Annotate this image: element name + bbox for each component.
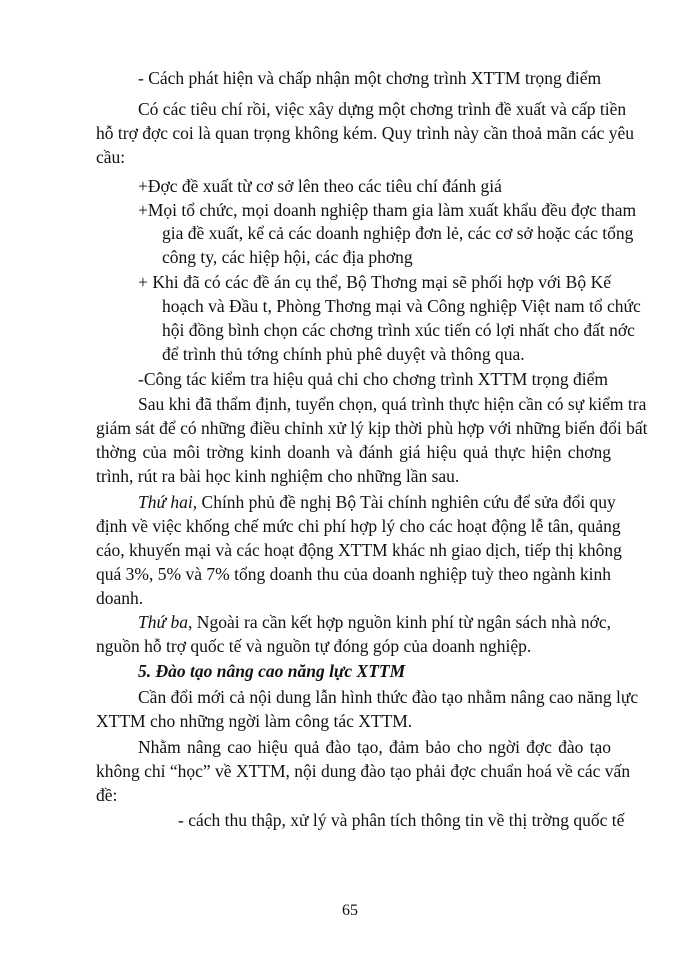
- paragraph-text: Chính phủ đề nghị Bộ Tài chính nghiên cứu để sửa đổi quy: [197, 492, 616, 512]
- dash-item-line: - cách thu thập, xử lý và phân tích thông tin về thị trờng quốc tế: [178, 810, 625, 830]
- plus-item-line: gia đề xuất, kể cả các doanh nghiệp đơn lẻ, các cơ sở hoặc các tổng: [162, 223, 634, 243]
- plus-item-line: để trình thủ tớng chính phủ phê duyệt và thông qua.: [162, 344, 525, 364]
- paragraph-line: giám sát để có những điều chỉnh xử lý kịp thời phù hợp với những biến đổi bất: [96, 418, 648, 438]
- paragraph-line: XTTM cho những ngời làm công tác XTTM.: [96, 711, 413, 731]
- bullet-detection-heading: - Cách phát hiện và chấp nhận một chơng trình XTTM trọng điểm: [138, 68, 602, 88]
- plus-item-line: công ty, các hiệp hội, các địa phơng: [162, 247, 413, 267]
- paragraph-line: đề:: [96, 785, 118, 805]
- paragraph-line: Nhằm nâng cao hiệu quả đào tạo, đảm bảo cho ngời đợc đào tạo: [138, 737, 611, 757]
- paragraph-line: cáo, khuyến mại và các hoạt động XTTM khác nh giao dịch, tiếp thị không: [96, 540, 622, 560]
- plus-item-line: hội đồng bình chọn các chơng trình xúc tiến có lợi nhất cho đất nớc: [162, 320, 635, 340]
- paragraph-line: [138, 612, 611, 632]
- paragraph-line: cầu:: [96, 147, 126, 167]
- plus-item-line: +Đợc đề xuất từ cơ sở lên theo các tiêu chí đánh giá: [138, 176, 502, 196]
- paragraph-line: thờng của môi trờng kinh doanh và đánh giá hiệu quả thực hiện chơng: [96, 442, 611, 462]
- paragraph-text: Ngoài ra cần kết hợp nguồn kinh phí từ ngân sách nhà nớc,: [192, 612, 611, 632]
- paragraph-line: doanh.: [96, 588, 144, 608]
- paragraph-line: nguồn hỗ trợ quốc tế và nguồn tự đóng góp của doanh nghiệp.: [96, 636, 532, 656]
- ordinal-label: Thứ ba,: [138, 612, 193, 632]
- section-heading: 5. Đào tạo nâng cao năng lực XTTM: [138, 661, 406, 681]
- paragraph-line: quá 3%, 5% và 7% tổng doanh thu của doanh nghiệp tuỳ theo ngành kinh: [96, 564, 611, 584]
- plus-item-line: + Khi đã có các đề án cụ thể, Bộ Thơng mại sẽ phối hợp với Bộ Kế: [138, 272, 611, 292]
- page-number: 65: [342, 902, 358, 919]
- paragraph-line: trình, rút ra bài học kinh nghiệm cho những lần sau.: [96, 466, 460, 486]
- paragraph-line: không chỉ “học” về XTTM, nội dung đào tạo phải đợc chuẩn hoá về các vấn: [96, 761, 631, 781]
- plus-item-line: hoạch và Đầu t, Phòng Thơng mại và Công nghiệp Việt nam tổ chức: [162, 296, 641, 316]
- bullet-inspection-heading: -Công tác kiểm tra hiệu quả chi cho chơng trình XTTM trọng điểm: [138, 369, 608, 389]
- paragraph-line: Sau khi đã thẩm định, tuyển chọn, quá trình thực hiện cần có sự kiểm tra: [138, 394, 647, 414]
- paragraph-line: định về việc khống chế mức chi phí hợp lý cho các hoạt động lễ tân, quảng: [96, 516, 621, 536]
- ordinal-label: Thứ hai,: [138, 492, 198, 512]
- paragraph-line: Có các tiêu chí rồi, việc xây dựng một chơng trình đề xuất và cấp tiền: [138, 99, 627, 119]
- paragraph-line: [138, 492, 616, 512]
- plus-item-line: +Mọi tổ chức, mọi doanh nghiệp tham gia làm xuất khẩu đều đợc tham: [138, 200, 637, 220]
- paragraph-line: hỗ trợ đợc coi là quan trọng không kém. Quy trình này cần thoả mãn các yêu: [96, 123, 635, 143]
- paragraph-line: Cần đổi mới cả nội dung lẫn hình thức đào tạo nhằm nâng cao năng lực: [138, 687, 639, 707]
